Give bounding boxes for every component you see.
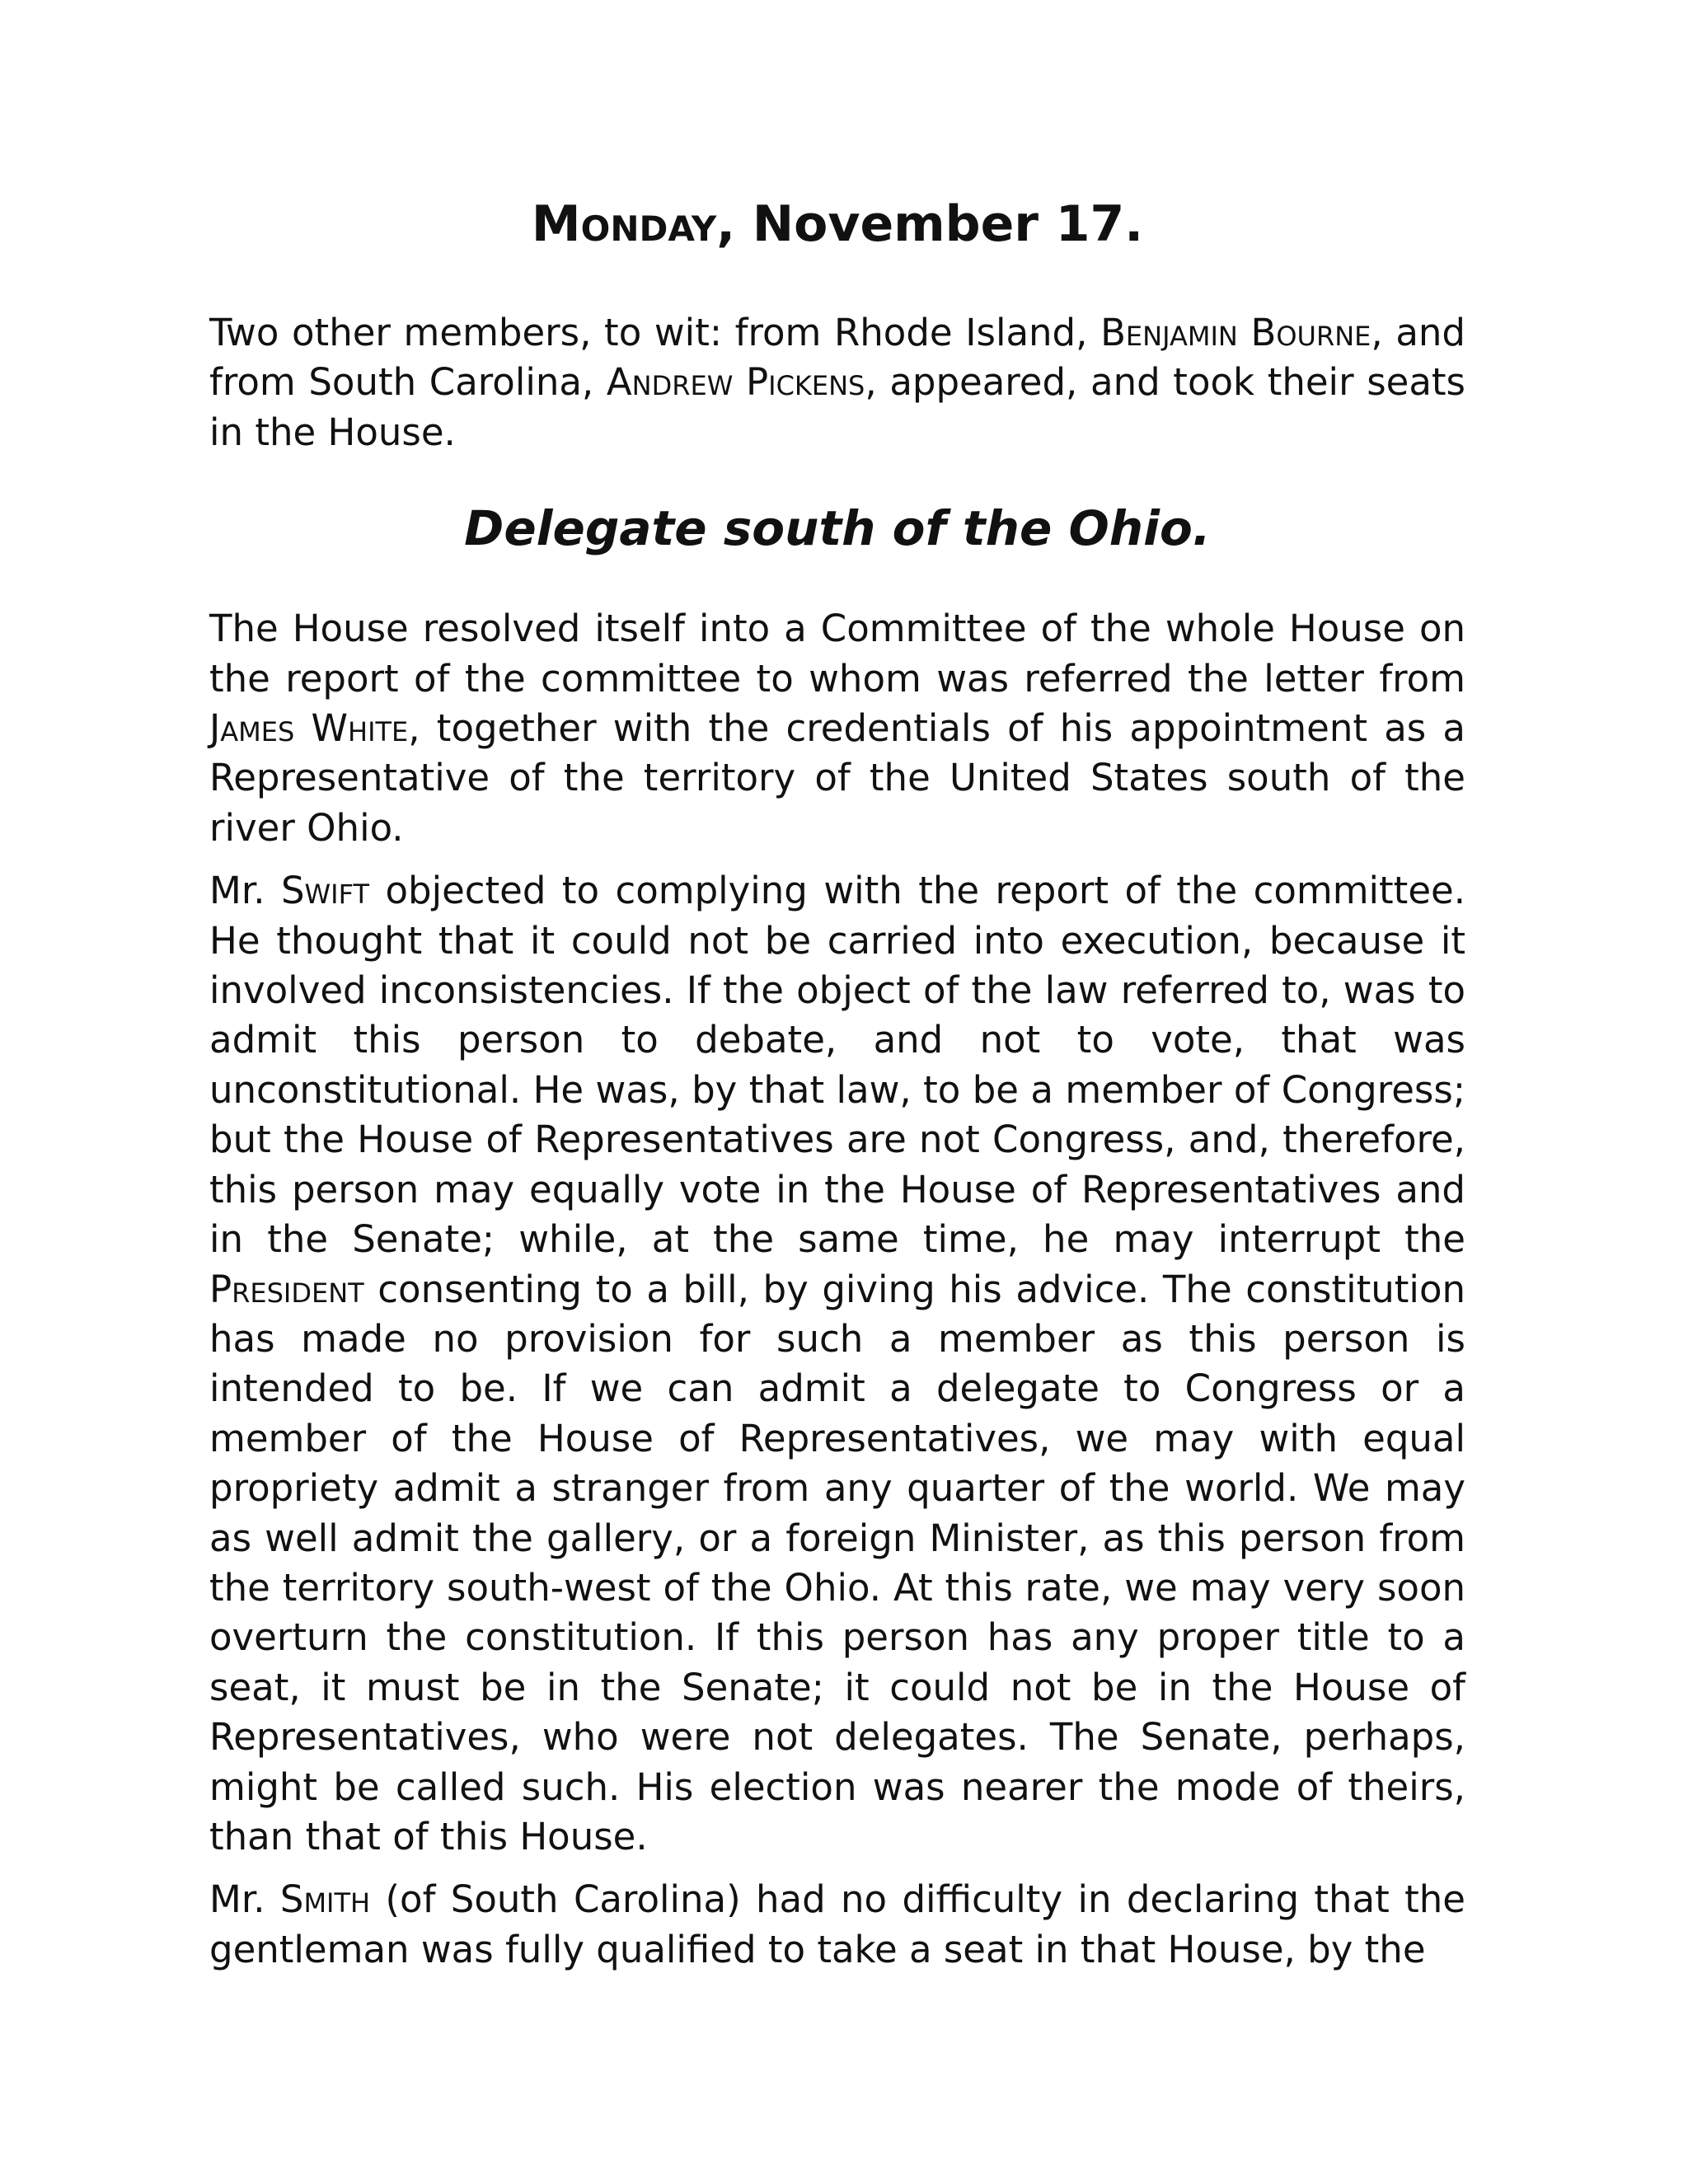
day-heading [209, 190, 1465, 259]
text-run: consenting to a bill, by giving his advice. The constitution has made no provision for such a member as this person is intended to be. If we can admit a delegate to Congress or a member of the House of Representatives, we may with equal propriety admit a stranger from any quarter of the world. We may as well admit the gallery, or a foreign Minister, as this person from the territory south-west of the Ohio. At this rate, we may very soon overturn the constitution. If this person has any proper title to a seat, it must be in the Senate; it could not be in the House of Representatives, who were not delegates. The Senate, perhaps, might be called such. His election was nearer the mode of theirs, than that of this House. [209, 1267, 1465, 1858]
document-page [209, 190, 1465, 1988]
text-run: objected to complying with the report of the committee. He thought that it could not be carried into execution, because it involved inconsistencies. If the object of the law referred to, was to admit this person to debate, and not to vote, that was unconstitutional. He was, by that law, to be a member of Congress; but the House of Representatives are not Congress, and, therefore, this person may equally vote in the House of Representatives and in the Senate; while, at the same time, he may interrupt the [209, 869, 1466, 1262]
text-run: Two other members, to wit: from Rhode Island, [209, 311, 1101, 354]
section-heading: Delegate south of the Ohio. [464, 500, 1211, 557]
text-run: The House resolved itself into a Committee of the whole House on the report of the committee to whom was referred the letter from [209, 607, 1465, 701]
day-name: Monday [531, 195, 717, 253]
title-name: President [209, 1267, 364, 1311]
member-name: Swift [280, 869, 370, 913]
day-date: , November 17. [716, 195, 1144, 253]
paragraph-members-seated [209, 308, 1465, 457]
text-run: , and from South Carolina, [209, 311, 1465, 405]
member-name: James White [209, 706, 409, 751]
paragraph-smith [209, 1875, 1465, 1975]
member-name: Andrew Pickens [606, 360, 865, 405]
text-run: , together with the credentials of his appointment as a Representative of the territory of the United States south of the river Ohio. [209, 706, 1465, 850]
text-run: (of South Carolina) had no difficulty in declaring that the gentleman was fully qualified to take a seat in that House, by the [209, 1877, 1465, 1971]
member-name: Smith [279, 1877, 371, 1922]
text-run: , appeared, and took their seats in the House. [209, 360, 1466, 454]
member-name: Benjamin Bourne [1100, 311, 1372, 354]
paragraph-committee [209, 604, 1465, 853]
text-run: Mr. [209, 869, 281, 913]
paragraph-swift-objection [209, 866, 1465, 1862]
text-run: Mr. [209, 1877, 280, 1922]
